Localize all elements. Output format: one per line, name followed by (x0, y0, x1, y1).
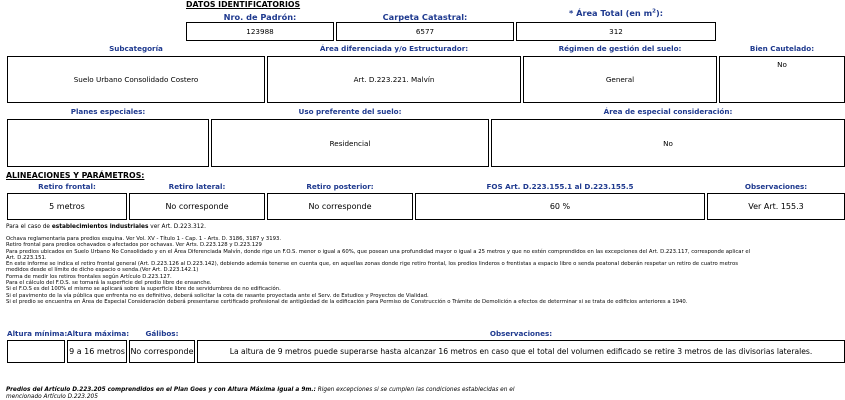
note-line: Si el F.O.S es del 100% el mismo se aplicará sobre la superficie libre de servidumbres de no edificación. (6, 286, 281, 293)
retiro-lateral-label: Retiro lateral: (168, 182, 226, 191)
area-total-label (516, 8, 716, 18)
retiro-posterior-value: No corresponde (267, 193, 413, 220)
footer-line-1 (6, 387, 514, 394)
alineaciones-observaciones-value: Ver Art. 155.3 (707, 193, 845, 220)
note-1-suffix: ver Art. D.223.312. (148, 224, 206, 230)
galibos-label: Gálibos: (145, 329, 179, 338)
planes-especiales-value (7, 119, 209, 167)
note-establecimientos (6, 224, 206, 230)
retiro-frontal-label: Retiro frontal: (38, 182, 96, 191)
area-diferenciada-label: Área diferenciada y/o Estructurador: (319, 44, 469, 53)
retiro-lateral-value: No corresponde (129, 193, 265, 220)
note-line: Para el cálculo del F.O.S. se tomará la superficie del predio libre de ensanche. (6, 280, 212, 287)
subcategoria-value: Suelo Urbano Consolidado Costero (7, 56, 265, 103)
note-line: medidos desde el límite de dicho espacio o senda.(Ver Art. D.223.142.1) (6, 267, 199, 274)
note-line: En este informe se indica el retiro frontal general (Art. D.223.126 al D.223.142), debiendo además tenerse en cuenta que, en aquellas zonas donde rige retiro frontal, los predios linderos o frentistas a espacio libre o senda peatonal deberán respetar un retiro de cuatro metros (6, 261, 738, 268)
note-line: Para predios ubicados en Suelo Urbano No Consolidado y en el Área Diferenciada Malvín, donde rige un F.O.S. menor o igual a 60%, que posean una profundidad mayor o igual a 25 metros y que no estén comprendidos en las excepciones del Art. D.223.117, corresponde aplicar el (6, 248, 751, 255)
bien-cautelado-value: No (719, 56, 845, 103)
area-diferenciada-value: Art. D.223.221. Malvín (267, 56, 521, 103)
notes-block (6, 236, 750, 305)
carpeta-value: 6577 (336, 22, 514, 41)
retiro-frontal-value: 5 metros (7, 193, 127, 220)
fos-value: 60 % (415, 193, 705, 220)
footer-note (6, 387, 514, 400)
note-line: Si el predio se encuentra en Área de Especial Consideración deberá presentarse certificado profesional de antigüedad de la edificación para Permiso de Construcción o Trámite de Demolición a efectos de determinar si se trata de edificios anteriores a 1940. (6, 298, 688, 305)
retiro-posterior-label: Retiro posterior: (306, 182, 374, 191)
bien-cautelado-label: Bien Cautelado: (749, 44, 815, 53)
padron-label: Nro. de Padrón: (223, 12, 297, 22)
alturas-observaciones-label: Observaciones: (489, 329, 553, 338)
uso-preferente-value: Residencial (211, 119, 489, 167)
note-line: Retiro frontal para predios ochavados o afectados por ochavas. Ver Arts. D.223.128 y D.223.129 (6, 242, 262, 249)
planes-especiales-label: Planes especiales: (70, 107, 146, 116)
padron-value: 123988 (186, 22, 334, 41)
altura-maxima-label: Altura máxima: (67, 329, 130, 338)
note-line: Ochava reglamentaria para predios esquina. Ver Vol. XV - Título 1 - Cap. 1 - Arts. D. 3186, 3187 y 3193. (6, 236, 282, 242)
area-total-label-suffix: ): (655, 8, 664, 18)
alturas-observaciones-value: La altura de 9 metros puede superarse hasta alcanzar 16 metros en caso que el total del volumen edificado se retire 3 metros de las divisorias laterales. (197, 340, 845, 363)
regimen-value: General (523, 56, 717, 103)
note-line: Si el pavimento de la vía pública que enfrenta no es definitivo, deberá solicitar la cota de rasante proyectada ante el Serv. de Estudios y Proyectos de Vialidad. (6, 292, 429, 299)
footer-bold: Predios del Artículo D.223.205 comprendidos en el Plan Goes y con Altura Máxima igual a 9m.: (6, 387, 316, 393)
subcategoria-label: Subcategoría (109, 44, 163, 53)
area-especial-label: Área de especial consideración: (603, 107, 733, 116)
altura-minima-value (7, 340, 65, 363)
area-total-value: 312 (516, 22, 716, 41)
alineaciones-title: ALINEACIONES Y PARÁMETROS: (6, 171, 145, 180)
footer-line-2: mencionado Artículo D.223.205 (6, 394, 98, 400)
altura-minima-label: Altura mínima: (7, 329, 68, 338)
area-total-label-text: * Área Total (en m (568, 8, 653, 18)
footer-rest: Rigen excepciones si se cumplen las condiciones establecidas en el (315, 387, 515, 393)
fos-label: FOS Art. D.223.155.1 al D.223.155.5 (486, 182, 634, 191)
uso-preferente-label: Uso preferente del suelo: (298, 107, 402, 116)
galibos-value: No corresponde (129, 340, 195, 363)
altura-maxima-value: 9 a 16 metros (67, 340, 127, 363)
area-total-label-sup: 2 (652, 8, 656, 15)
note-1-prefix: Para el caso de (6, 224, 52, 230)
area-especial-value: No (491, 119, 845, 167)
regimen-label: Régimen de gestión del suelo: (558, 44, 682, 53)
note-1-bold: establecimientos industriales (51, 224, 149, 230)
alineaciones-observaciones-label: Observaciones: (744, 182, 808, 191)
note-line: Forma de medir los retiros frontales según Artículo D.223.127. (6, 273, 172, 280)
carpeta-label: Carpeta Catastral: (382, 12, 468, 22)
note-line: Art. D.223.151. (6, 254, 47, 261)
ident-title: DATOS IDENTIFICATORIOS (186, 0, 301, 9)
